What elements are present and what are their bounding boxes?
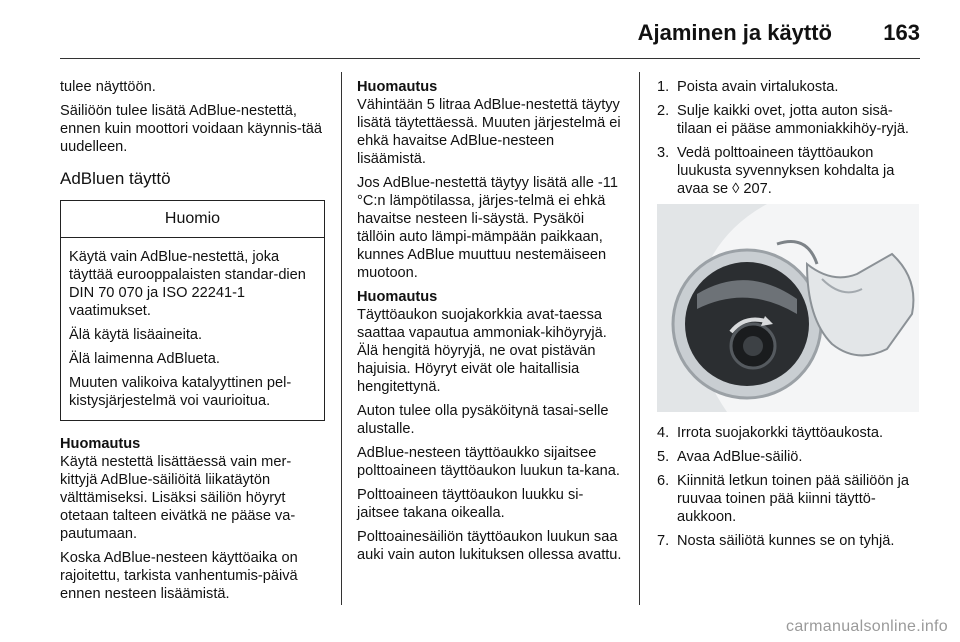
caution-box bbox=[60, 200, 325, 421]
step-text: Sulje kaikki ovet, jotta auton sisä-tilaan ei pääse ammoniakkihöy-ryjä. bbox=[677, 103, 909, 137]
step-item bbox=[657, 78, 923, 96]
step-text: Vedä polttoaineen täyttöaukon luukusta syvennyksen kohdalta ja avaa se ◊ 207. bbox=[677, 145, 895, 197]
column-middle bbox=[357, 78, 625, 570]
watermark: carmanualsonline.info bbox=[786, 618, 948, 635]
step-number: 5. bbox=[657, 449, 670, 465]
paragraph: Auton tulee olla pysäköitynä tasai-selle alustalle. bbox=[357, 403, 609, 437]
step-number: 4. bbox=[657, 425, 670, 441]
note-title: Huomautus bbox=[60, 436, 141, 452]
paragraph: Säiliöön tulee lisätä AdBlue-nestettä, ennen kuin moottori voidaan käynnis-tää uudelleen. bbox=[60, 103, 323, 155]
paragraph: Polttoaineen täyttöaukon luukku si-jaitsee takana oikealla. bbox=[357, 487, 584, 521]
note-text: Täyttöaukon suojakorkkia avat-taessa saattaa vapautua ammoniak-kihöyryjä. Älä hengitä höyryjä, ne ovat pistävän hajuisia. Höyryt eivät ole haitallisia hengitettynä. bbox=[357, 307, 607, 395]
page-title: Ajaminen ja käyttö bbox=[637, 20, 832, 45]
paragraph: Polttoainesäiliön täyttöaukon luukun saa auki vain auton lukituksen ollessa avattu. bbox=[357, 529, 622, 563]
step-number: 7. bbox=[657, 533, 670, 549]
caution-text: Käytä vain AdBlue-nestettä, joka täyttää eurooppalaisten standar-dien DIN 70 070 ja ISO 22241-1 vaatimukset. bbox=[69, 249, 306, 319]
step-item bbox=[657, 448, 923, 466]
steps-list bbox=[657, 78, 923, 198]
step-item bbox=[657, 424, 923, 442]
caution-text: Muuten valikoiva katalyyttinen pel-kistysjärjestelmä voi vaurioitua. bbox=[69, 375, 292, 409]
caution-title: Huomio bbox=[61, 201, 324, 238]
column-divider bbox=[639, 72, 640, 605]
page-number: 163 bbox=[883, 20, 920, 45]
header-rule bbox=[60, 58, 920, 59]
step-number: 1. bbox=[657, 79, 670, 95]
paragraph: Koska AdBlue-nesteen käyttöaika on rajoitettu, tarkista vanhentumis-päivä ennen nesteen lisäämistä. bbox=[60, 550, 298, 602]
caution-text: Älä laimenna AdBlueta. bbox=[69, 351, 220, 367]
column-left bbox=[60, 78, 325, 609]
step-text: Nosta säiliötä kunnes se on tyhjä. bbox=[677, 533, 895, 549]
caution-body bbox=[61, 238, 324, 420]
note-text: Vähintään 5 litraa AdBlue-nestettä täytyy lisätä täytettäessä. Muuten järjestelmä ei ehkä havaitse AdBlue-nesteen lisäämistä. bbox=[357, 97, 621, 167]
step-number: 2. bbox=[657, 103, 670, 119]
note-text: Käytä nestettä lisättäessä vain mer-kittyjä AdBlue-säiliöitä liikatäytön välttämiseksi. Lisäksi säiliön höyryt otetaan talteen eivätkä ne pääse va-pautumaan. bbox=[60, 454, 296, 542]
step-text: Avaa AdBlue-säiliö. bbox=[677, 449, 803, 465]
step-item bbox=[657, 102, 923, 138]
section-heading: AdBluen täyttö bbox=[60, 169, 171, 188]
step-item bbox=[657, 144, 923, 198]
fuel-filler-illustration bbox=[657, 204, 919, 412]
paragraph: Jos AdBlue-nestettä täytyy lisätä alle -11 °C:n lämpötilassa, järjes-telmä ei ehkä havaitse nesteen li-säystä. Pysäköi tällöin auto lämpi-mämpään paikkaan, kunnes AdBlue muuttuu nestemäiseen muotoon. bbox=[357, 175, 618, 281]
note-title: Huomautus bbox=[357, 79, 438, 95]
caution-text: Älä käytä lisäaineita. bbox=[69, 327, 203, 343]
step-item bbox=[657, 532, 923, 550]
step-text: Irrota suojakorkki täyttöaukosta. bbox=[677, 425, 884, 441]
column-right bbox=[657, 78, 923, 556]
step-number: 6. bbox=[657, 473, 670, 489]
fuel-filler-photo bbox=[657, 204, 919, 412]
step-text: Kiinnitä letkun toinen pää säiliöön ja ruuvaa toinen pää kiinni täyttö-aukkoon. bbox=[677, 473, 910, 525]
column-divider bbox=[341, 72, 342, 605]
paragraph: tulee näyttöön. bbox=[60, 79, 156, 95]
step-text: Poista avain virtalukosta. bbox=[677, 79, 839, 95]
steps-list bbox=[657, 424, 923, 550]
paragraph: AdBlue-nesteen täyttöaukko sijaitsee polttoaineen täyttöaukon luukun ta-kana. bbox=[357, 445, 620, 479]
step-number: 3. bbox=[657, 145, 670, 161]
step-item bbox=[657, 472, 923, 526]
page-header bbox=[60, 18, 920, 62]
note-title: Huomautus bbox=[357, 289, 438, 305]
